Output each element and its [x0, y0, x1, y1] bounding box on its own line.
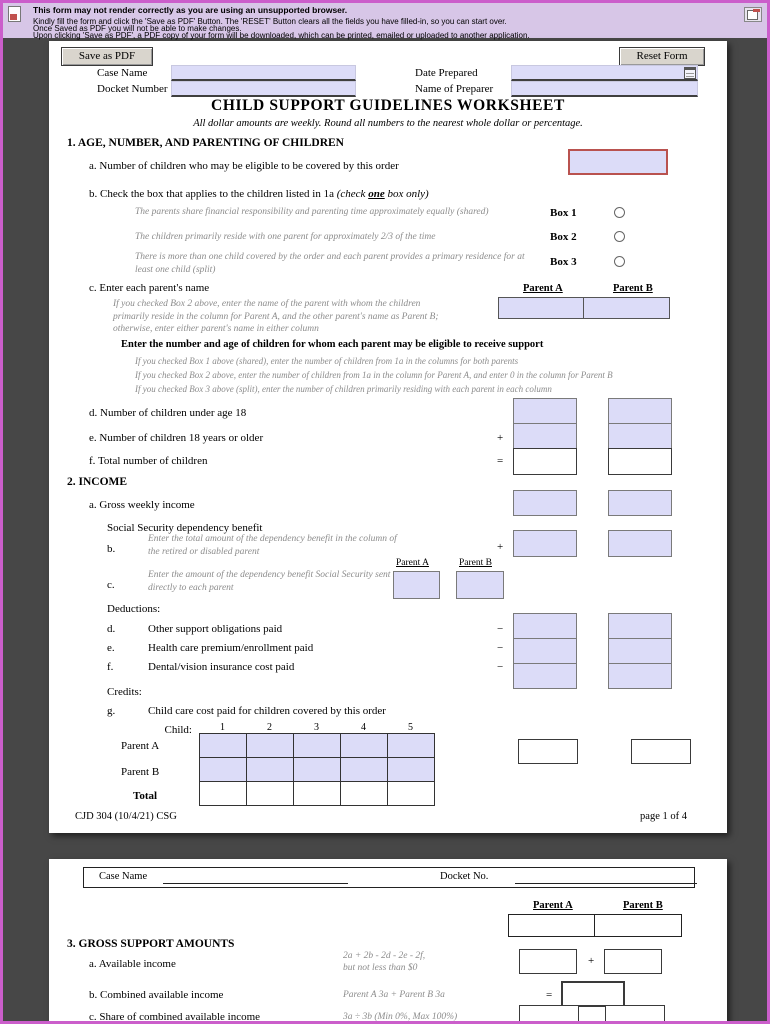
parent-name-inputs	[498, 297, 670, 319]
page2-docket-label: Docket No.	[440, 871, 489, 882]
parent-a-name-input[interactable]	[498, 297, 584, 319]
child-care-cell-b2[interactable]	[247, 758, 294, 782]
social-security-heading: Social Security dependency benefit	[107, 522, 263, 534]
name-of-preparer-label: Name of Preparer	[415, 83, 494, 95]
section-2-heading: 2. INCOME	[67, 476, 128, 488]
line-2c-note: Enter the amount of the dependency benefit Social Security sent directly to each parent	[148, 570, 391, 593]
page2-parent-b-name	[595, 914, 682, 937]
children-note-3: If you checked Box 3 above (split), enter the number of children primarily residing with each parent in each column	[135, 384, 552, 394]
plus-operator: +	[588, 955, 595, 967]
date-prepared-input[interactable]	[511, 65, 698, 81]
form-panel-icon[interactable]	[744, 7, 762, 22]
minus-operator: −	[497, 661, 504, 673]
child-column-4: 4	[361, 722, 366, 733]
line-1c-note: If you checked Box 2 above, enter the name of the parent with whom the children primarily reside in the column for Parent A, and the other parent's name as Parent B; otherwise, enter either parent's name in either column	[113, 299, 439, 335]
line-2c-parent-b-input[interactable]	[456, 571, 504, 599]
line-3a-label: a. Available income	[89, 958, 176, 970]
parent-a-mini-header: Parent A	[396, 558, 429, 568]
child-care-total-4	[341, 782, 388, 806]
line-3c-formula: 3a ÷ 3b (Min 0%, Max 100%)	[343, 1012, 458, 1022]
line-3a-parent-b-box	[604, 949, 662, 974]
line-3a-parent-a-box	[519, 949, 577, 974]
line-2d-parent-b-input[interactable]	[608, 613, 672, 639]
name-of-preparer-input[interactable]	[511, 81, 698, 97]
child-care-cell-b4[interactable]	[341, 758, 388, 782]
line-1f-label: f. Total number of children	[89, 455, 208, 467]
banner-instruction-text: Once Saved as PDF you will not be able to make changes.	[33, 24, 242, 33]
line-3c-parent-b-box	[605, 1005, 665, 1024]
children-count-heading: Enter the number and age of children for whom each parent may be eligible to receive support	[121, 339, 544, 350]
line-1a-input[interactable]	[568, 149, 668, 175]
line-1e-label: e. Number of children 18 years or older	[89, 432, 264, 444]
line-1b-text: b. Check the box that applies to the children listed in 1a	[89, 188, 334, 200]
child-care-cell-a5[interactable]	[388, 734, 435, 758]
line-2b-note: Enter the total amount of the dependency benefit in the column of the retired or disabled parent	[148, 534, 397, 557]
page2-docket-line	[515, 871, 697, 884]
box-3-label: Box 3	[550, 256, 577, 268]
children-note-1: If you checked Box 1 above (shared), enter the number of children from 1a in the columns for both parents	[135, 356, 519, 366]
page2-case-name-label: Case Name	[99, 871, 148, 882]
page-1	[49, 41, 727, 833]
child-column-3: 3	[314, 722, 319, 733]
line-2g-parent-b-total	[631, 739, 691, 764]
line-2a-parent-a-input[interactable]	[513, 490, 577, 516]
credits-heading: Credits:	[107, 686, 142, 698]
line-2f-label: Dental/vision insurance cost paid	[148, 661, 295, 673]
line-1f-parent-a-total	[513, 448, 577, 475]
worksheet-subtitle: All dollar amounts are weekly. Round all numbers to the nearest whole dollar or percentage.	[193, 118, 583, 129]
line-2d-letter: d.	[107, 623, 116, 635]
line-1b-note-post: box only)	[384, 188, 429, 200]
parent-b-name-input[interactable]	[584, 297, 670, 319]
line-1e-parent-b-input[interactable]	[608, 423, 672, 449]
docket-number-label: Docket Number	[97, 83, 168, 95]
page-2	[49, 859, 727, 1024]
line-2a-label: a. Gross weekly income	[89, 499, 195, 511]
line-3b-label: b. Combined available income	[89, 989, 224, 1001]
child-care-table	[199, 733, 435, 806]
child-care-cell-a2[interactable]	[247, 734, 294, 758]
equals-operator: =	[546, 989, 553, 1001]
parent-b-header: Parent B	[613, 283, 653, 294]
section-1-heading: 1. AGE, NUMBER, AND PARENTING OF CHILDREN	[67, 137, 344, 149]
parent-b-mini-header: Parent B	[459, 558, 492, 568]
line-1b-note-pre: (check	[336, 188, 369, 200]
child-care-total-5	[388, 782, 435, 806]
box-1-radio[interactable]	[614, 207, 625, 218]
line-2g-letter: g.	[107, 705, 116, 717]
banner-instruction-text: Upon clicking 'Save as PDF', a PDF copy of your form will be downloaded, which can be printed, emailed or uploaded to another application.	[33, 31, 530, 40]
line-2c-parent-a-input[interactable]	[393, 571, 440, 599]
child-care-total-2	[247, 782, 294, 806]
minus-operator: −	[497, 623, 504, 635]
line-3b-combined-box	[561, 981, 625, 1007]
line-2f-letter: f.	[107, 661, 114, 673]
line-2g-parent-a-total	[518, 739, 578, 764]
calendar-icon[interactable]	[684, 67, 696, 79]
child-column-label: Child:	[164, 724, 192, 736]
line-1c-label: c. Enter each parent's name	[89, 282, 210, 294]
line-1e-parent-a-input[interactable]	[513, 423, 577, 449]
child-care-cell-a3[interactable]	[294, 734, 341, 758]
line-1f-parent-b-total	[608, 448, 672, 475]
box-2-description: The children primarily reside with one parent for approximately 2/3 of the time	[135, 232, 436, 242]
reset-form-button[interactable]: Reset Form	[619, 47, 705, 66]
line-2f-parent-b-input[interactable]	[608, 663, 672, 689]
line-2g-label: Child care cost paid for children covered by this order	[148, 705, 386, 717]
box-2-radio[interactable]	[614, 231, 625, 242]
page2-case-name-line	[163, 871, 348, 884]
line-3c-parent-a-box	[519, 1005, 579, 1024]
line-2f-parent-a-input[interactable]	[513, 663, 577, 689]
child-care-total-3	[294, 782, 341, 806]
deductions-heading: Deductions:	[107, 603, 161, 615]
unsupported-browser-banner	[3, 3, 767, 38]
line-2b-parent-b-input[interactable]	[608, 530, 672, 557]
box-2-label: Box 2	[550, 231, 577, 243]
line-2e-parent-a-input[interactable]	[513, 638, 577, 664]
line-3a-formula-2: but not less than $0	[343, 963, 418, 973]
line-2d-label: Other support obligations paid	[148, 623, 283, 635]
save-as-pdf-button[interactable]: Save as PDF	[61, 47, 153, 66]
banner-instruction-text: Kindly fill the form and click the 'Save as PDF' Button. The 'RESET' Button clears all the fields you have filled-in, so you can start over.	[33, 17, 507, 26]
child-column-1: 1	[220, 722, 225, 733]
line-3c-label: c. Share of combined available income	[89, 1011, 261, 1023]
date-prepared-label: Date Prepared	[415, 67, 478, 79]
banner-warning-text: This form may not render correctly as you are using an unsupported browser.	[33, 5, 348, 15]
minus-operator: −	[497, 642, 504, 654]
line-1b-note-one: one	[368, 188, 385, 200]
line-2b-letter: b.	[107, 543, 116, 555]
line-2a-parent-b-input[interactable]	[608, 490, 672, 516]
child-care-cell-a4[interactable]	[341, 734, 388, 758]
page2-parent-name-boxes	[508, 914, 682, 937]
child-row-total-label: Total	[133, 790, 158, 802]
page2-parent-a-name	[508, 914, 595, 937]
line-2b-parent-a-input[interactable]	[513, 530, 577, 557]
line-1a-label: a. Number of children who may be eligible to be covered by this order	[89, 160, 399, 172]
equals-operator: =	[497, 455, 504, 467]
page-number: page 1 of 4	[640, 811, 687, 822]
plus-operator: +	[497, 541, 504, 553]
form-code: CJD 304 (10/4/21) CSG	[75, 811, 177, 822]
line-1b-label	[89, 188, 429, 200]
docket-number-input[interactable]	[171, 81, 356, 97]
child-care-cell-a1[interactable]	[200, 734, 247, 758]
box-3-description: There is more than one child covered by the order and each parent provides a primary residence for at least one child (split)	[135, 252, 525, 275]
line-2e-parent-b-input[interactable]	[608, 638, 672, 664]
section-3-heading: 3. GROSS SUPPORT AMOUNTS	[67, 938, 235, 950]
child-care-cell-b5[interactable]	[388, 758, 435, 782]
child-column-2: 2	[267, 722, 272, 733]
line-1d-label: d. Number of children under age 18	[89, 407, 247, 419]
page2-parent-a-header: Parent A	[533, 900, 573, 911]
child-row-parent-b-label: Parent B	[121, 766, 160, 778]
line-3b-formula: Parent A 3a + Parent B 3a	[343, 990, 445, 1000]
line-2e-letter: e.	[107, 642, 115, 654]
children-note-2: If you checked Box 2 above, enter the number of children from 1a in the column for Parent A, and enter 0 in the column for Parent B	[135, 370, 613, 380]
child-row-parent-a-label: Parent A	[121, 740, 160, 752]
case-name-label: Case Name	[97, 67, 148, 79]
case-name-input[interactable]	[171, 65, 356, 81]
line-1d-parent-b-input[interactable]	[608, 398, 672, 424]
document-icon	[8, 6, 21, 22]
line-2c-letter: c.	[107, 579, 115, 591]
line-3a-formula-1: 2a + 2b - 2d - 2e - 2f,	[343, 951, 426, 961]
box-1-label: Box 1	[550, 207, 577, 219]
child-care-cell-b1[interactable]	[200, 758, 247, 782]
child-care-cell-b3[interactable]	[294, 758, 341, 782]
line-2d-parent-a-input[interactable]	[513, 613, 577, 639]
line-1d-parent-a-input[interactable]	[513, 398, 577, 424]
child-column-5: 5	[408, 722, 413, 733]
box-3-radio[interactable]	[614, 256, 625, 267]
worksheet-title: CHILD SUPPORT GUIDELINES WORKSHEET	[211, 97, 565, 114]
box-1-description: The parents share financial responsibility and parenting time approximately equally (shared)	[135, 207, 489, 217]
page2-parent-b-header: Parent B	[623, 900, 663, 911]
plus-operator: +	[497, 432, 504, 444]
line-2e-label: Health care premium/enrollment paid	[148, 642, 314, 654]
parent-a-header: Parent A	[523, 283, 563, 294]
child-care-total-1	[200, 782, 247, 806]
